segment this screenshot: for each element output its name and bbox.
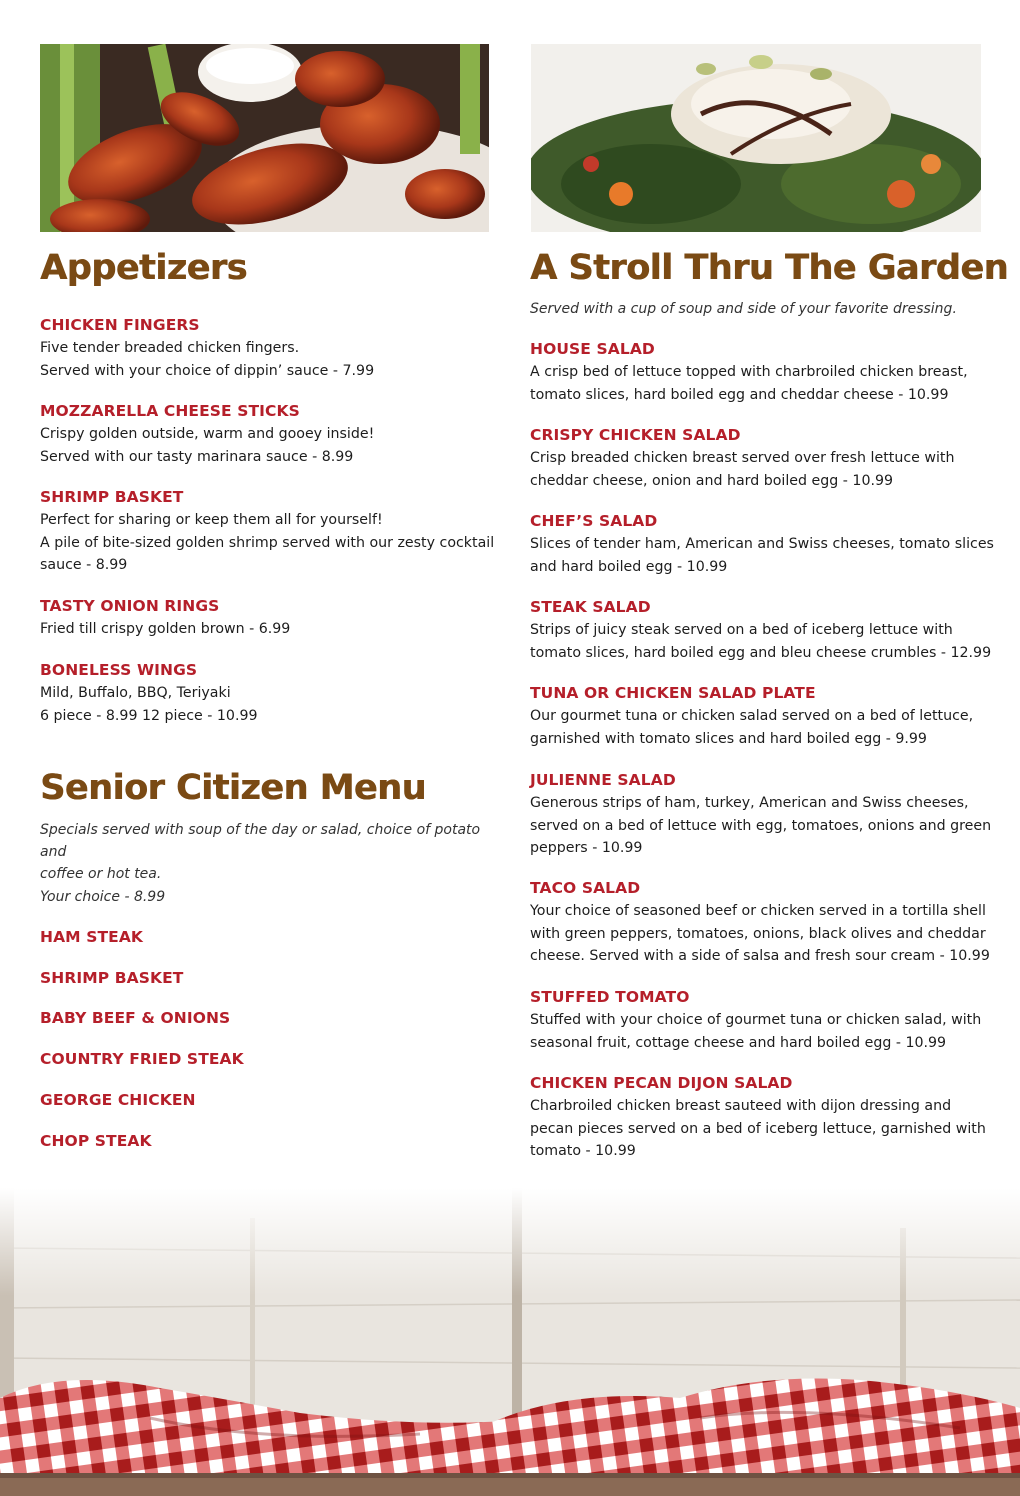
item-description: Stuffed with your choice of gourmet tuna or chicken salad, with: [530, 1012, 982, 1028]
garden-note: Served with a cup of soup and side of your favorite dressing.: [530, 301, 957, 317]
item-name: STEAK SALAD: [530, 598, 651, 616]
item-description: Strips of juicy steak served on a bed of iceberg lettuce with: [530, 622, 953, 638]
item-name: CHICKEN FINGERS: [40, 316, 200, 334]
item-description: Crispy golden outside, warm and gooey inside!: [40, 426, 375, 442]
chicken-wings-photo: [40, 44, 489, 232]
senior-item: HAM STEAK: [40, 928, 144, 946]
item-name: CHEF’S SALAD: [530, 512, 658, 530]
item-description: peppers - 10.99: [530, 840, 643, 856]
item-description: tomato slices, hard boiled egg and bleu cheese crumbles - 12.99: [530, 644, 992, 661]
item-description: Fried till crispy golden brown - 6.99: [40, 621, 291, 637]
item-description: tomato - 10.99: [530, 1143, 636, 1159]
note-line: coffee or hot tea.: [40, 866, 162, 882]
item-description: cheddar cheese, onion and hard boiled egg - 10.99: [530, 472, 894, 489]
item-description: tomato slices, hard boiled egg and cheddar cheese - 10.99: [530, 386, 949, 403]
item-name: JULIENNE SALAD: [530, 771, 676, 789]
item-description: Perfect for sharing or keep them all for yourself!: [40, 512, 383, 528]
item-description: Served with our tasty marinara sauce - 8.99: [40, 448, 354, 465]
menu-item: [530, 1071, 986, 1163]
item-name: TASTY ONION RINGS: [40, 597, 220, 615]
item-name: CRISPY CHICKEN SALAD: [530, 426, 741, 444]
item-description: Our gourmet tuna or chicken salad served on a bed of lettuce,: [530, 708, 974, 724]
menu-item: [40, 594, 500, 641]
menu-item: [40, 399, 500, 468]
item-name: MOZZARELLA CHEESE STICKS: [40, 402, 300, 420]
garden-heading: A Stroll Thru The Garden: [530, 248, 1008, 288]
note-line: Specials served with soup of the day or salad, choice of potato and: [40, 822, 481, 860]
item-description: garnished with tomato slices and hard boiled egg - 9.99: [530, 730, 927, 747]
wood-and-gingham-decoration: [0, 1188, 1020, 1496]
senior-item: GEORGE CHICKEN: [40, 1091, 196, 1109]
item-description: Mild, Buffalo, BBQ, Teriyaki: [40, 685, 231, 701]
item-name: TUNA OR CHICKEN SALAD PLATE: [530, 684, 816, 702]
menu-item: [40, 658, 500, 727]
senior-menu-heading: Senior Citizen Menu: [40, 768, 426, 808]
item-name: TACO SALAD: [530, 879, 641, 897]
appetizers-heading: Appetizers: [40, 248, 247, 288]
senior-item: SHRIMP BASKET: [40, 969, 184, 987]
menu-item: [40, 485, 500, 577]
item-description: Slices of tender ham, American and Swiss cheeses, tomato slices: [530, 536, 994, 552]
item-description: pecan pieces served on a bed of iceberg lettuce, garnished with: [530, 1120, 986, 1137]
item-description: Served with your choice of dippin’ sauce - 7.99: [40, 362, 375, 379]
senior-item: COUNTRY FRIED STEAK: [40, 1050, 244, 1068]
salad-photo: [531, 44, 981, 232]
menu-item: [530, 509, 994, 578]
item-description: seasonal fruit, cottage cheese and hard boiled egg - 10.99: [530, 1034, 947, 1051]
senior-choice-price: Your choice - 8.99: [40, 889, 166, 905]
item-description: and hard boiled egg - 10.99: [530, 558, 728, 575]
item-description: A crisp bed of lettuce topped with charbroiled chicken breast,: [530, 364, 968, 380]
menu-item: [530, 876, 990, 968]
item-name: BONELESS WINGS: [40, 661, 198, 679]
item-description: A pile of bite-sized golden shrimp served with our zesty cocktail: [40, 534, 495, 551]
item-name: CHICKEN PECAN DIJON SALAD: [530, 1074, 793, 1092]
item-description: Your choice of seasoned beef or chicken served in a tortilla shell: [530, 903, 986, 919]
menu-item: [530, 423, 980, 492]
menu-item: [530, 768, 992, 860]
item-description: sauce - 8.99: [40, 557, 128, 573]
item-description: 6 piece - 8.99 12 piece - 10.99: [40, 707, 258, 724]
item-name: SHRIMP BASKET: [40, 488, 184, 506]
senior-menu-note: [40, 819, 500, 885]
item-description: Crisp breaded chicken breast served over fresh lettuce with: [530, 450, 955, 466]
item-name: HOUSE SALAD: [530, 340, 655, 358]
menu-item: [530, 985, 980, 1054]
item-description: Charbroiled chicken breast sauteed with dijon dressing and: [530, 1098, 952, 1114]
menu-item: [40, 313, 500, 382]
item-description: with green peppers, tomatoes, onions, black olives and cheddar: [530, 925, 986, 942]
item-name: STUFFED TOMATO: [530, 988, 690, 1006]
senior-item: BABY BEEF & ONIONS: [40, 1009, 231, 1027]
menu-item: [530, 595, 992, 664]
item-description: Five tender breaded chicken fingers.: [40, 340, 300, 356]
item-description: served on a bed of lettuce with egg, tomatoes, onions and green: [530, 817, 992, 834]
item-description: cheese. Served with a side of salsa and fresh sour cream - 10.99: [530, 948, 990, 964]
menu-item: [530, 337, 980, 406]
menu-item: [530, 681, 980, 750]
senior-item: CHOP STEAK: [40, 1132, 152, 1150]
item-description: Generous strips of ham, turkey, American and Swiss cheeses,: [530, 795, 969, 811]
